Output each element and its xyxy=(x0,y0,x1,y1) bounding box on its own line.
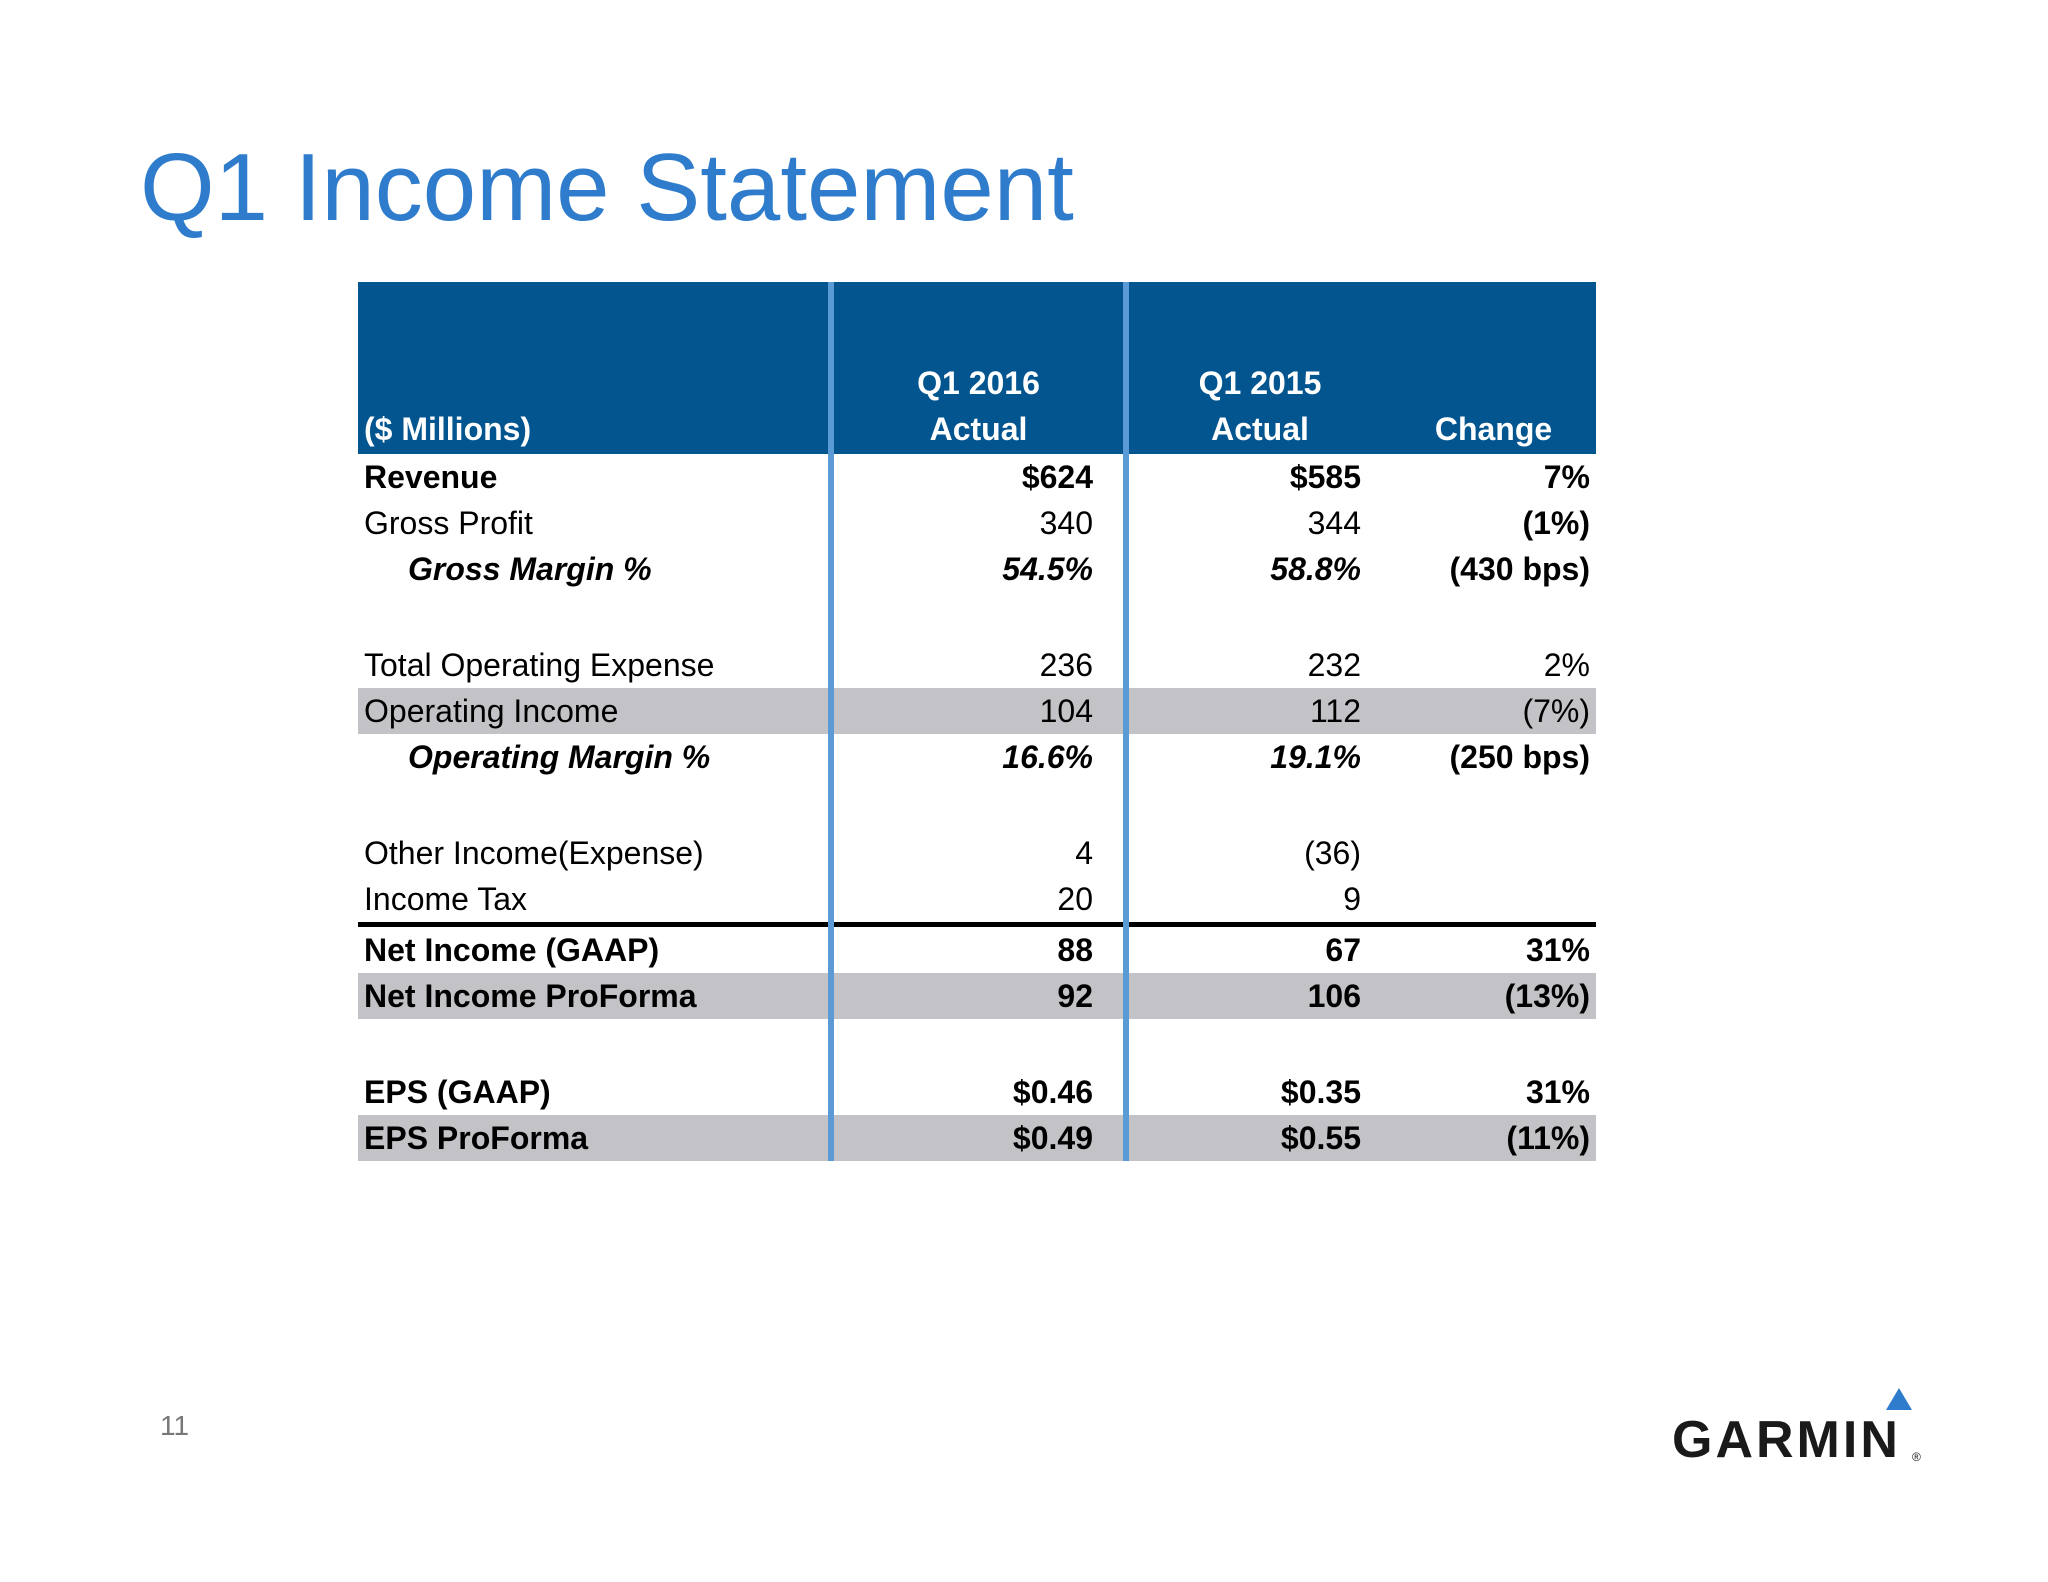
table-row xyxy=(358,925,1596,974)
cell-q1-2016: 92 xyxy=(831,973,1126,1019)
cell-q1-2015: 58.8% xyxy=(1270,551,1361,587)
cell-change: (250 bps) xyxy=(1449,739,1590,775)
spacer-row xyxy=(358,780,1596,830)
cell-q1-2015: 106 xyxy=(1126,973,1391,1019)
cell-change: 31% xyxy=(1391,925,1596,974)
header-units: ($ Millions) xyxy=(358,282,831,454)
cell-change: 7% xyxy=(1543,459,1590,495)
table-row xyxy=(358,500,1596,546)
cell-q1-2016: 16.6% xyxy=(831,734,1126,780)
row-label: Operating Margin % xyxy=(408,739,711,775)
row-label: Revenue xyxy=(364,459,498,495)
table-row xyxy=(358,642,1596,688)
cell-q1-2015: 112 xyxy=(1126,688,1391,734)
cell-q1-2016: $0.49 xyxy=(831,1115,1126,1161)
cell-change: 2% xyxy=(1543,647,1590,683)
table-row xyxy=(358,973,1596,1019)
header-change: Change xyxy=(1391,282,1596,454)
header-q1-2016 xyxy=(831,282,1126,454)
header-q1-2015 xyxy=(1126,282,1391,454)
cell-q1-2015: $0.55 xyxy=(1126,1115,1391,1161)
cell-change: (7%) xyxy=(1391,688,1596,734)
row-label: Net Income ProForma xyxy=(358,973,831,1019)
cell-q1-2016: 20 xyxy=(831,876,1126,925)
cell-q1-2015: 344 xyxy=(1307,505,1361,541)
row-label: Operating Income xyxy=(358,688,831,734)
cell-change: 31% xyxy=(1525,1074,1590,1110)
row-label: EPS (GAAP) xyxy=(364,1074,551,1110)
table-row xyxy=(358,688,1596,734)
cell-q1-2015: 19.1% xyxy=(1270,739,1361,775)
table-header xyxy=(358,282,1596,454)
cell-q1-2015: 9 xyxy=(1343,881,1361,917)
row-label: Gross Margin % xyxy=(408,551,652,587)
cell-q1-2015: $0.35 xyxy=(1280,1074,1361,1110)
garmin-logo xyxy=(1672,1388,1932,1468)
cell-q1-2016: 54.5% xyxy=(831,546,1126,592)
header-q1-2016-line2: Actual xyxy=(929,411,1028,447)
income-statement-table-wrap xyxy=(358,282,1596,1161)
table-body xyxy=(358,454,1596,1161)
cell-change: (13%) xyxy=(1391,973,1596,1019)
cell-q1-2016: $624 xyxy=(831,454,1126,500)
table-row xyxy=(358,734,1596,780)
cell-change: (1%) xyxy=(1522,505,1590,541)
cell-q1-2016: 104 xyxy=(831,688,1126,734)
header-q1-2016-line1: Q1 2016 xyxy=(917,365,1040,401)
table-row xyxy=(358,1115,1596,1161)
page-number: 11 xyxy=(160,1410,190,1441)
cell-q1-2016: 4 xyxy=(831,830,1126,876)
logo-wordmark: GARMIN xyxy=(1672,1411,1901,1469)
header-row xyxy=(358,282,1596,454)
spacer-row xyxy=(358,1019,1596,1069)
cell-q1-2016: 236 xyxy=(831,642,1126,688)
row-label: Other Income(Expense) xyxy=(364,835,704,871)
income-statement-table xyxy=(358,282,1596,1161)
slide-title: Q1 Income Statement xyxy=(140,134,1074,241)
cell-change xyxy=(1391,830,1596,876)
row-label: Gross Profit xyxy=(364,505,533,541)
cell-change: (430 bps) xyxy=(1449,551,1590,587)
registered-mark: ® xyxy=(1912,1450,1921,1464)
table-row xyxy=(358,454,1596,500)
table-row xyxy=(358,1069,1596,1115)
triangle-icon xyxy=(1886,1388,1912,1410)
header-q1-2015-line2: Actual xyxy=(1211,411,1309,447)
cell-q1-2015: 232 xyxy=(1307,647,1361,683)
table-row xyxy=(358,830,1596,876)
row-label: Income Tax xyxy=(364,881,528,917)
row-label: Total Operating Expense xyxy=(364,647,715,683)
cell-q1-2016: 340 xyxy=(831,500,1126,546)
header-q1-2015-line1: Q1 2015 xyxy=(1198,365,1322,401)
cell-change xyxy=(1391,876,1596,925)
cell-q1-2015: (36) xyxy=(1304,835,1361,871)
table-row xyxy=(358,546,1596,592)
spacer-row xyxy=(358,592,1596,642)
row-label: EPS ProForma xyxy=(358,1115,831,1161)
cell-q1-2015: 67 xyxy=(1126,925,1391,974)
cell-q1-2015: $585 xyxy=(1289,459,1361,495)
cell-q1-2016: 88 xyxy=(831,925,1126,974)
cell-change: (11%) xyxy=(1391,1115,1596,1161)
table-row xyxy=(358,876,1596,925)
row-label: Net Income (GAAP) xyxy=(358,925,831,974)
cell-q1-2016: $0.46 xyxy=(831,1069,1126,1115)
